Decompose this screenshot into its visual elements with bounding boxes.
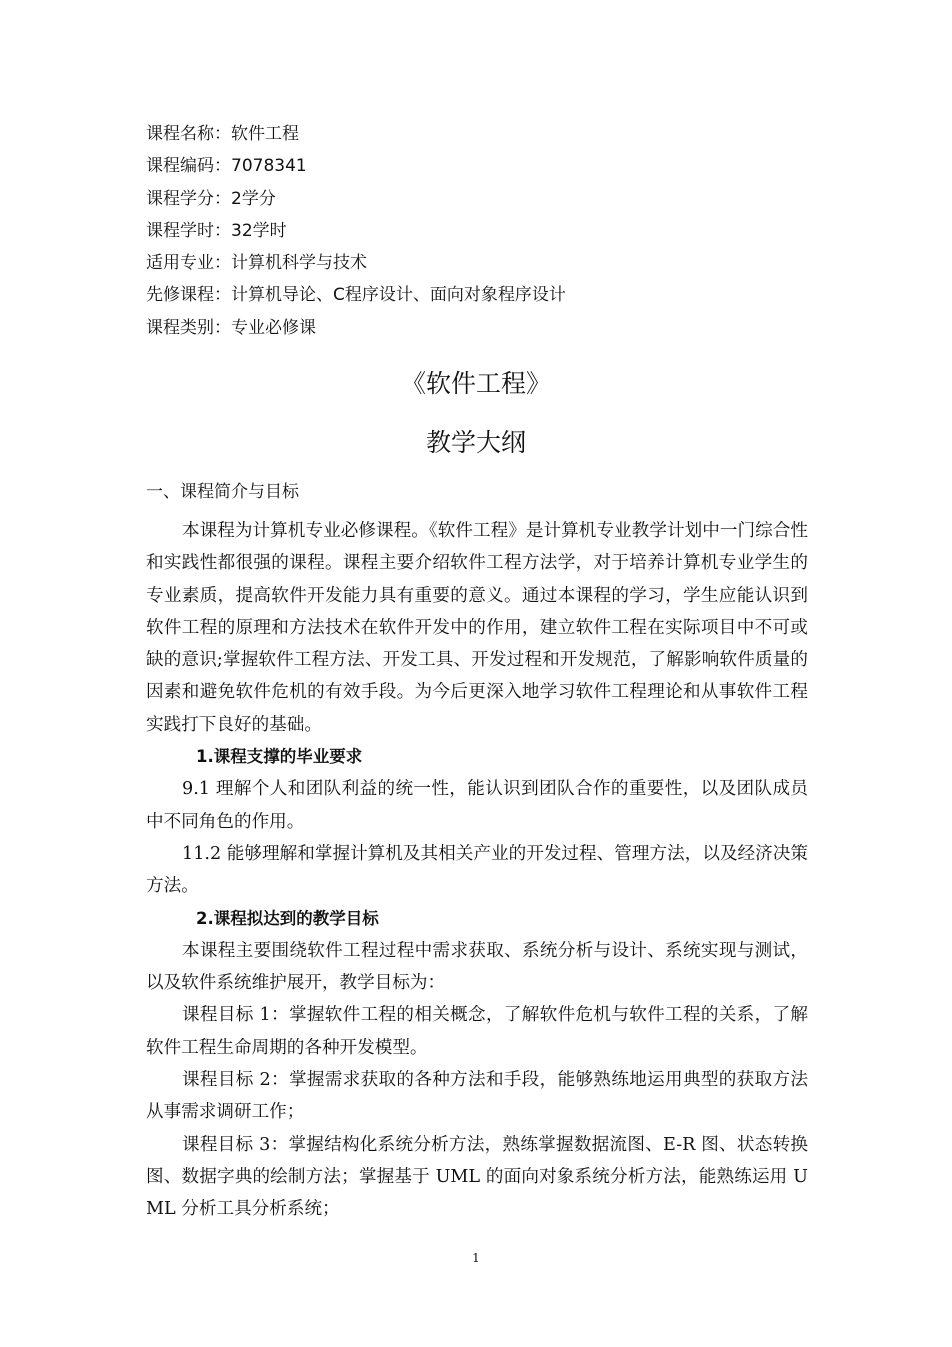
subheading-teaching-goals: 2.课程拟达到的教学目标 [196,908,379,928]
section-heading-intro: 一、课程简介与目标 [146,482,299,502]
course-major-line: 适用专业：计算机科学与技术 [146,253,367,274]
goal-3-paragraph: 课程目标 3：掌握结构化系统分析方法，熟练掌握数据流图、E-R 图、状态转换图、数据字典的绘制方法；掌握基于 UML 的面向对象系统分析方法，能熟练运用 UML 分析工具分析系统； [146,1134,808,1220]
document-title: 《软件工程》 [400,369,551,398]
course-prerequisite-line: 先修课程：计算机导论、C程序设计、面向对象程序设计 [146,285,566,306]
page-number: 1 [472,1251,480,1265]
course-name-line: 课程名称：软件工程 [146,124,299,144]
goal-1-paragraph: 课程目标 1：掌握软件工程的相关概念，了解软件危机与软件工程的关系，了解软件工程生命周期的各种开发模型。 [146,1005,808,1058]
goal-2-paragraph: 课程目标 2：掌握需求获取的各种方法和手段，能够熟练地运用典型的获取方法从事需求调研工作； [146,1070,808,1123]
course-info-block [146,118,806,344]
document-body [146,515,808,1226]
requirement-9-1-paragraph: 9.1 理解个人和团队利益的统一性，能认识到团队合作的重要性，以及团队成员中不同角色的作用。 [146,779,808,832]
requirement-11-2-paragraph: 11.2 能够理解和掌握计算机及其相关产业的开发过程、管理方法，以及经济决策方法。 [146,843,808,897]
goals-intro-paragraph: 本课程主要围绕软件工程过程中需求获取、系统分析与设计、系统实现与测试，以及软件系统维护展开，教学目标为： [146,940,808,994]
intro-paragraph: 本课程为计算机专业必修课程。《软件工程》是计算机专业教学计划中一门综合性和实践性都很强的课程。课程主要介绍软件工程方法学，对于培养计算机专业学生的专业素质，提高软件开发能力具有重要的意义。通过本课程的学习，学生应能认识到软件工程的原理和方法技术在软件开发中的作用，建立软件工程在实际项目中不可或缺的意识;掌握软件工程方法、开发工具、开发过程和开发规范，了解影响软件质量的因素和避免软件危机的有效手段。为今后更深入地学习软件工程理论和从事软件工程实践打下良好的基础。 [146,521,808,735]
course-credit-line: 课程学分：2学分 [146,188,276,209]
course-category-line: 课程类别：专业必修课 [146,317,316,338]
subheading-graduation-requirements: 1.课程支撑的毕业要求 [196,747,363,767]
course-hours-line: 课程学时：32学时 [146,220,287,241]
document-subtitle: 教学大纲 [425,428,526,457]
course-code-line: 课程编码：7078341 [146,156,307,177]
